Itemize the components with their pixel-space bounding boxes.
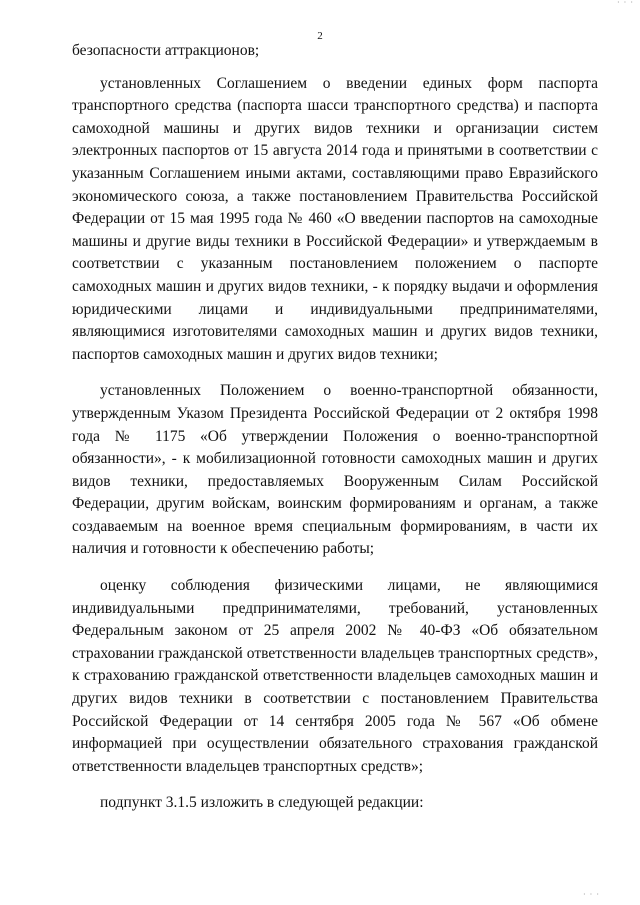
corner-scan-mark-bottom: · · · <box>583 890 600 899</box>
paragraph-insurance-assessment: оценку соблюдения физическими лицами, не являющимися индивидуальными предпринимателями, требований, установленных Федеральным законом от 25 апреля 2002 № 40-ФЗ «Об обязательном страховании гражданской ответственности владельцев транспортных средств», к страхованию гражданской ответственности владельцев самоходных машин и других видов техники в соответствии с постановлением Правительства Российской Федерации от 14 сентября 2005 года № 567 «Об обмене информацией при осуществлении обязательного страхования гражданской ответственности владельцев транспортных средств»; <box>72 577 598 775</box>
paragraph-subclause: подпункт 3.1.5 изложить в следующей редакции: <box>100 794 424 812</box>
document-body <box>72 40 598 815</box>
paragraph-passport-agreement: установленных Соглашением о введении единых форм паспорта транспортного средства (паспорта шасси транспортного средства) и паспорта самоходной машины и других видов техники и организации систем электронных паспортов от 15 августа 2014 года и принятыми в соответствии с указанным Соглашением иными актами, составляющими право Евразийского экономического союза, а также постановлением Правительства Российской Федерации от 15 мая 1995 года № 460 «О введении паспортов на самоходные машины и другие виды техники в Российской Федерации» и утверждаемым в соответствии с указанным постановлением положением о паспорте самоходных машин и других видов техники, - к порядку выдачи и оформления юридическими лицами и индивидуальными предпринимателями, являющимися изготовителями самоходных машин и других видов техники, паспортов самоходных машин и других видов техники; <box>72 74 598 363</box>
paragraph-continuation: безопасности аттракционов; <box>72 42 260 59</box>
page-number: 2 <box>317 30 323 42</box>
corner-scan-mark: · · · <box>617 0 634 7</box>
paragraph-military-transport: установленных Положением о военно-транспортной обязанности, утвержденным Указом Президента Российской Федерации от 2 октября 1998 года № 1175 «Об утверждении Положения о военно-транспортной обязанности», - к мобилизационной готовности самоходных машин и других видов техники, предоставляемых Вооруженным Силам Российской Федерации, другим войскам, воинским формированиям и органам, а также создаваемым на военное время специальным формированиям, в части их наличия и готовности к обеспечению работы; <box>72 382 598 558</box>
